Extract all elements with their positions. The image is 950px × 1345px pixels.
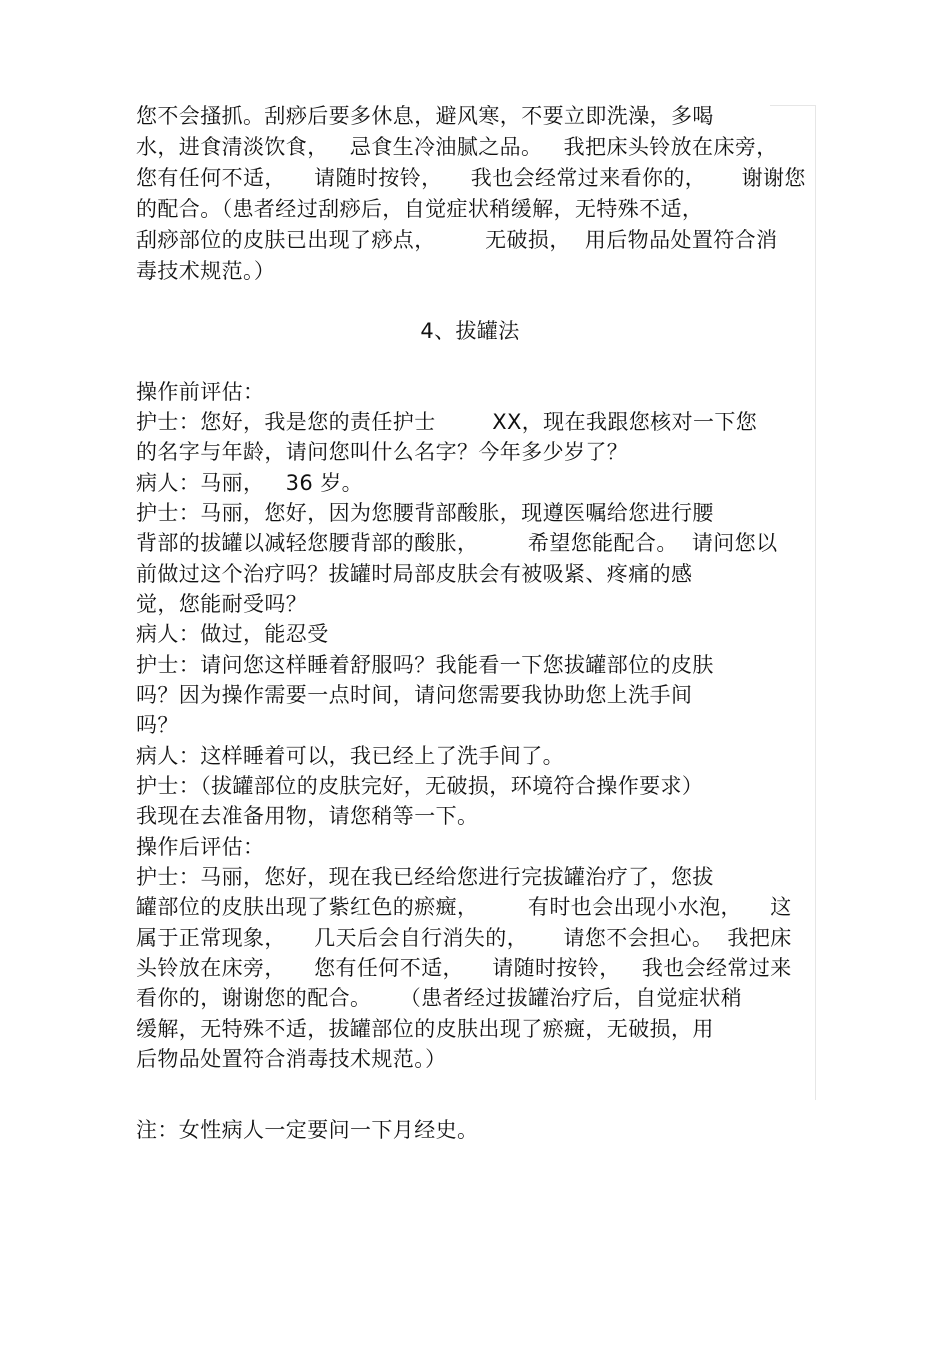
section-heading: 4、拔罐法 [420,319,520,343]
dialogue-line: 病人：这样睡着可以，我已经上了洗手间了。 [136,744,564,768]
note: 注：女性病人一定要问一下月经史。 [136,1118,479,1142]
dialogue-line: 头铃放在床旁， 您有任何不适， 请随时按铃， 我也会经常过来 [136,956,792,980]
page-border-right [815,105,816,1100]
dialogue-line: 护士：马丽，您好，现在我已经给您进行完拔罐治疗了，您拔 [136,865,714,889]
dialogue-line: 吗？因为操作需要一点时间，请问您需要我协助您上洗手间 [136,683,693,707]
dialogue-line: 护士：马丽，您好，因为您腰背部酸胀，现遵医嘱给您进行腰 [136,501,714,525]
dialogue-line: 病人：马丽， 36 岁。 [136,471,364,495]
dialogue-line: 觉，您能耐受吗？ [136,592,308,616]
dialogue-line: 罐部位的皮肤出现了紫红色的瘀癍， 有时也会出现小水泡， 这 [136,895,792,919]
dialogue-line: 护士：您好，我是您的责任护士 XX，现在我跟您核对一下您 [136,410,758,434]
dialogue-line: 吗？ [136,713,179,737]
dialogue-line: 看你的，谢谢您的配合。 （患者经过拔罐治疗后，自觉症状稍 [136,986,743,1010]
dialogue-line: 前做过这个治疗吗？拔罐时局部皮肤会有被吸紧、疼痛的感 [136,562,693,586]
dialogue-line: 后物品处置符合消毒技术规范。） [136,1047,447,1071]
paragraph-line: 刮痧部位的皮肤已出现了痧点， 无破损， 用后物品处置符合消 [136,228,778,252]
subheading-pre-assessment: 操作前评估： [136,380,265,404]
paragraph-line: 水，进食清淡饮食， 忌食生冷油腻之品。 我把床头铃放在床旁， [136,135,778,159]
dialogue-line: 属于正常现象， 几天后会自行消失的， 请您不会担心。 我把床 [136,926,792,950]
paragraph-line: 您有任何不适， 请随时按铃， 我也会经常过来看你的， 谢谢您 [136,166,806,190]
dialogue-line: 背部的拔罐以减轻您腰背部的酸胀， 希望您能配合。 请问您以 [136,531,778,555]
dialogue-line: 我现在去准备用物，请您稍等一下。 [136,804,479,828]
dialogue-line: 护士：请问您这样睡着舒服吗？我能看一下您拔罐部位的皮肤 [136,653,714,677]
paragraph-line: 毒技术规范。） [136,259,276,283]
paragraph-line: 的配合。（患者经过刮痧后，自觉症状稍缓解，无特殊不适， [136,197,704,221]
paragraph-line: 您不会搔抓。刮痧后要多休息，避风寒，不要立即洗澡，多喝 [136,104,714,128]
dialogue-line: 缓解，无特殊不适，拔罐部位的皮肤出现了瘀癍，无破损，用 [136,1017,714,1041]
dialogue-line: 的名字与年龄，请问您叫什么名字？今年多少岁了？ [136,440,629,464]
page-border-top [770,105,816,106]
subheading-post-assessment: 操作后评估： [136,835,265,859]
dialogue-line: 护士：（拔罐部位的皮肤完好，无破损，环境符合操作要求） [136,774,704,798]
dialogue-line: 病人：做过，能忍受 [136,622,329,646]
